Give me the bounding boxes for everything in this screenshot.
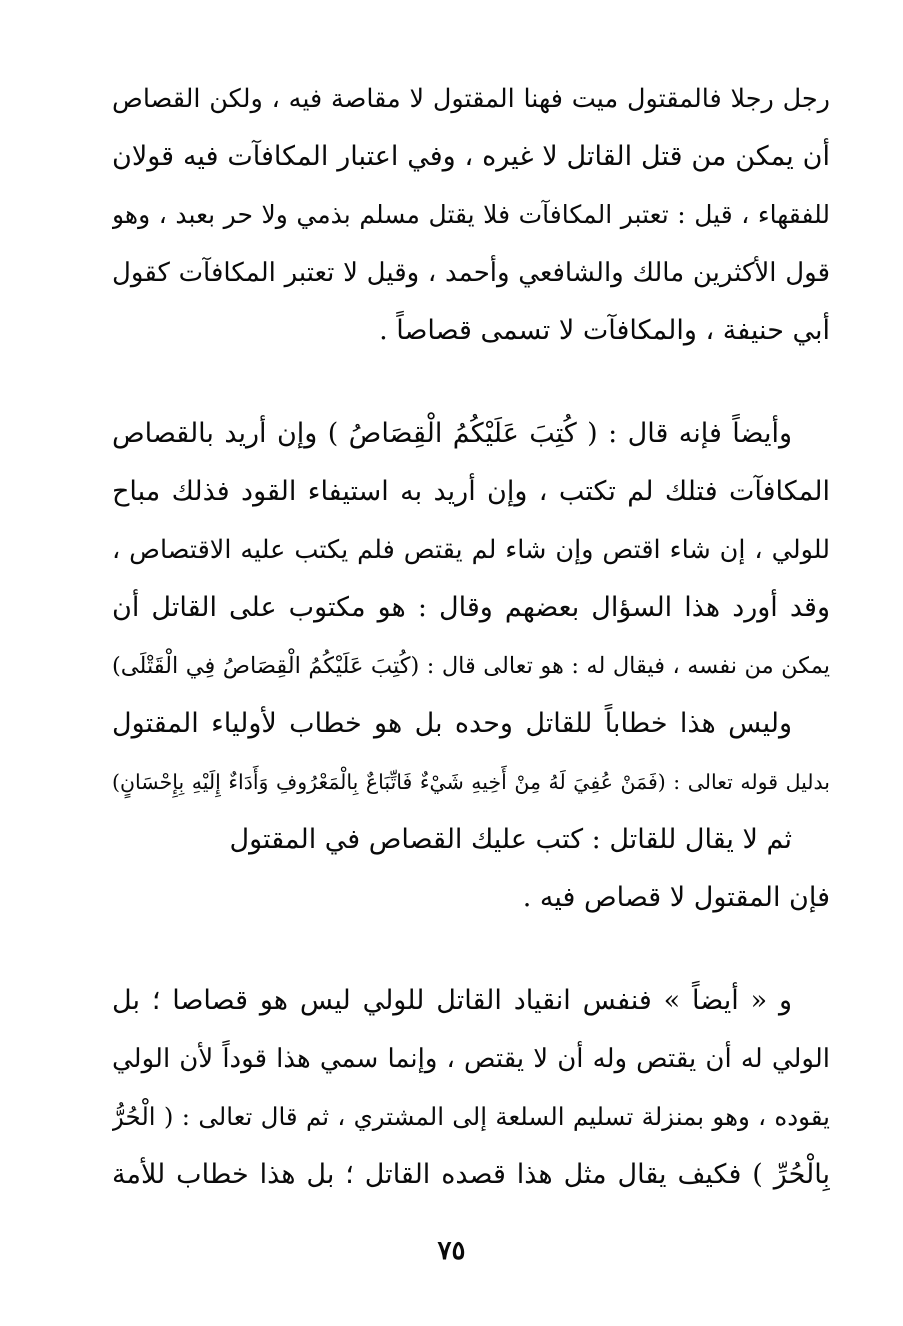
text-line: و « أيضاً » فنفس انقياد القاتل للولي ليس هو قصاصا ؛ بل [112,985,792,1016]
text-line: ثم لا يقال للقاتل : كتب عليك القصاص في المقتول [229,824,792,855]
body-text [112,70,830,1204]
text-line: وأيضاً فإنه قال : ( كُتِبَ عَلَيْكُمُ الْقِصَاصُ ) وإن أريد بالقصاص [112,418,792,449]
text-line: رجل رجلا فالمقتول ميت فهنا المقتول لا مقاصة فيه ، ولكن القصاص [112,84,830,114]
text-line: المكافآت فتلك لم تكتب ، وإن أريد به استيفاء القود فذلك مباح [112,476,830,507]
text-line: وليس هذا خطاباً للقاتل وحده بل هو خطاب لأولياء المقتول [112,708,792,739]
text-line: للولي ، إن شاء اقتص وإن شاء لم يقتص فلم يكتب عليه الاقتصاص ، [112,535,830,565]
text-line: يقوده ، وهو بمنزلة تسليم السلعة إلى المشتري ، ثم قال تعالى : ( الْحُرُّ [112,1102,830,1131]
paragraph-gap [112,360,830,405]
text-line: وقد أورد هذا السؤال بعضهم وقال : هو مكتوب على القاتل أن [112,592,830,623]
paragraph-3 [112,972,830,1204]
text-line: أن يمكن من قتل القاتل لا غيره ، وفي اعتبار المكافآت فيه قولان [112,141,830,172]
paragraph-1 [112,70,830,360]
paragraph-2 [112,405,830,927]
page-number: ٧٥ [437,1236,466,1266]
text-line: فإن المقتول لا قصاص فيه . [522,882,830,913]
text-line: قول الأكثرين مالك والشافعي وأحمد ، وقيل لا تعتبر المكافآت كقول [112,258,830,288]
text-line: أبي حنيفة ، والمكافآت لا تسمى قصاصاً . [379,315,830,346]
text-line: للفقهاء ، قيل : تعتبر المكافآت فلا يقتل مسلم بذمي ولا حر بعبد ، وهو [112,200,830,229]
text-line: بِالْحُرِّ ) فكيف يقال مثل هذا قصده القاتل ؛ بل هذا خطاب للأمة [112,1159,830,1190]
text-line-with-quran-verse: بدليل قوله تعالى : (فَمَنْ عُفِيَ لَهُ مِنْ أَخِيهِ شَيْءٌ فَاتِّبَاعٌ بِالْمَعْرُوفِ وَأَدَاءٌ إِلَيْهِ بِإِحْسَانٍ) [112,770,830,794]
paragraph-gap [112,927,830,972]
text-line-with-quran-verse: يمكن من نفسه ، فيقال له : هو تعالى قال : (كُتِبَ عَلَيْكُمُ الْقِصَاصُ فِي الْقَتْلَى) [112,653,830,679]
text-line: الولي له أن يقتص وله أن لا يقتص ، وإنما سمي هذا قوداً لأن الولي [112,1044,830,1074]
